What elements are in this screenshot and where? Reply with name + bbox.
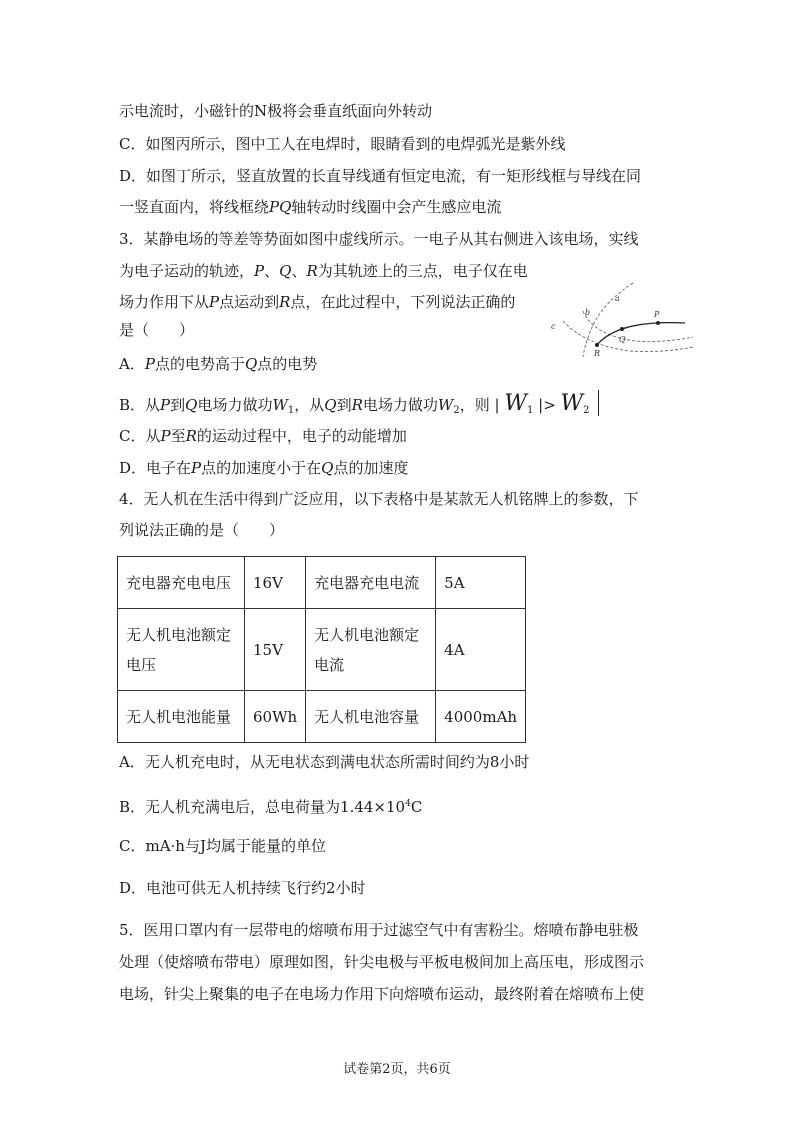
text-segment: 为电子运动的轨迹， xyxy=(119,262,255,280)
text-segment: 场力作用下从 xyxy=(119,293,210,311)
table-cell: 充电器充电电流 xyxy=(306,557,436,609)
text-segment: 点的加速度小于在 xyxy=(201,459,322,477)
option-d-prev: D．如图丁所示，竖直放置的长直导线通有恒定电流，有一矩形线框与导线在同 xyxy=(119,167,642,185)
text-segment: 点的加速度 xyxy=(333,459,409,477)
text-segment: C．从 xyxy=(119,427,161,445)
table-cell: 5A xyxy=(436,557,526,609)
table-row xyxy=(118,557,526,609)
table-row xyxy=(118,609,526,691)
point-p: P xyxy=(191,459,202,477)
q5-stem-line2: 处理（使熔喷布带电）原理如图，针尖电极与平板电极间加上高压电，形成图示 xyxy=(119,953,645,971)
q4-option-b xyxy=(119,794,422,817)
equipotential-figure xyxy=(545,281,695,359)
table-cell: 15V xyxy=(245,609,306,691)
table-cell: 4000mAh xyxy=(436,691,526,743)
table-cell: 无人机电池额定电流 xyxy=(306,609,436,691)
q3-option-a xyxy=(119,354,317,374)
q3-option-b xyxy=(119,390,603,421)
axis-label: PQ xyxy=(269,198,292,216)
w2-symbol: W xyxy=(560,391,584,416)
w-symbol: W xyxy=(437,396,454,414)
greater-than: |> xyxy=(538,396,556,414)
table-cell: 16V xyxy=(245,557,306,609)
dot-p xyxy=(656,321,660,325)
q4-option-a: A．无人机充电时，从无电状态到满电状态所需时间约为8小时 xyxy=(119,753,530,771)
equipotential-line-a xyxy=(583,283,633,357)
q3-stem-line4: 是（ ） xyxy=(119,321,195,339)
point-p: P xyxy=(160,396,171,414)
q3-option-c xyxy=(119,426,407,446)
table-cell: 4A xyxy=(436,609,526,691)
subscript: 1 xyxy=(287,405,295,416)
equipotential-line-b xyxy=(583,311,693,342)
q5-stem-line1: 5．医用口罩内有一层带电的熔喷布用于过滤空气中有害粉尘。熔喷布静电驻极 xyxy=(119,921,639,939)
text-segment: D．电子在 xyxy=(119,459,192,477)
option-c-prev: C．如图丙所示，图中工人在电焊时，眼睛看到的电焊弧光是紫外线 xyxy=(119,135,566,153)
point-p: P xyxy=(144,355,155,373)
text-segment: 到 xyxy=(170,396,186,414)
q3-stem-line3 xyxy=(119,292,515,312)
label-b: b xyxy=(585,308,591,317)
exponent: 4 xyxy=(405,799,411,809)
label-r: R xyxy=(594,349,601,358)
q3-stem-line2 xyxy=(119,261,528,281)
text-segment: 到 xyxy=(336,396,352,414)
table-cell: 充电器充电电压 xyxy=(118,557,245,609)
text-segment: A． xyxy=(119,355,145,373)
q4-stem-line2: 列说法正确的是（ ） xyxy=(119,521,285,539)
w-symbol: W xyxy=(272,396,288,414)
electron-trajectory xyxy=(597,323,685,345)
table-cell: 无人机电池能量 xyxy=(118,691,245,743)
separator: 、 xyxy=(291,262,307,280)
text-segment: 为其轨迹上的三点，电子仅在电 xyxy=(317,262,528,280)
label-q: Q xyxy=(619,335,626,344)
q3-option-d xyxy=(119,458,408,478)
point-p: P xyxy=(254,262,265,280)
q3-stem-line1: 3．某静电场的等差等势面如图中虚线所示。一电子从其右侧进入该电场，实线 xyxy=(119,230,639,248)
point-q: Q xyxy=(324,396,337,414)
text-segment: ，从 xyxy=(294,396,325,414)
dot-q xyxy=(620,327,624,331)
option-d-prev-cont xyxy=(119,197,501,217)
point-r: R xyxy=(279,293,291,311)
text-segment: 轴转动时线圈中会产生感应电流 xyxy=(291,198,502,216)
text-segment: 至 xyxy=(170,427,186,445)
unit: C xyxy=(410,798,423,816)
point-q: Q xyxy=(244,355,258,373)
point-q: Q xyxy=(185,396,198,414)
point-r: R xyxy=(306,262,318,280)
text-line: 示电流时，小磁针的N极将会垂直纸面向外转动 xyxy=(119,102,433,120)
text-segment: ，则 xyxy=(459,396,490,414)
page-footer: 试卷第2页，共6页 xyxy=(343,1062,451,1077)
point-q: Q xyxy=(321,459,334,477)
table-row xyxy=(118,691,526,743)
table-cell: 60Wh xyxy=(245,691,306,743)
abs-bar xyxy=(598,390,599,416)
subscript: 2 xyxy=(453,405,460,416)
point-r: R xyxy=(351,396,363,414)
abs-bar: | xyxy=(494,396,500,414)
table-cell: 无人机电池容量 xyxy=(306,691,436,743)
text-segment: B．从 xyxy=(119,396,161,414)
point-p: P xyxy=(209,293,220,311)
subscript: 2 xyxy=(583,405,590,416)
text-segment: 点的电势 xyxy=(257,355,318,373)
text-segment: 点运动到 xyxy=(219,293,280,311)
label-c: c xyxy=(551,322,556,331)
dot-r xyxy=(595,343,599,347)
label-a: a xyxy=(615,294,620,303)
table-cell: 无人机电池额定电压 xyxy=(118,609,245,691)
equipotential-line-c xyxy=(563,321,693,352)
label-p: P xyxy=(654,310,660,319)
q4-option-d: D．电池可供无人机持续飞行约2小时 xyxy=(119,879,366,897)
text-segment: 点的电势高于 xyxy=(154,355,245,373)
point-r: R xyxy=(185,427,197,445)
q4-stem-line1: 4．无人机在生活中得到广泛应用，以下表格中是某款无人机铭牌上的参数，下 xyxy=(119,490,639,508)
parameter-table xyxy=(117,556,526,743)
text-segment: 点，在此过程中，下列说法正确的 xyxy=(290,293,516,311)
point-p: P xyxy=(160,427,171,445)
text-segment: B．无人机充满电后，总电荷量为1.44×10 xyxy=(119,798,406,816)
w1-symbol: W xyxy=(504,391,527,416)
text-segment: 的运动过程中，电子的动能增加 xyxy=(196,427,407,445)
text-segment: 一竖直面内，将线框绕 xyxy=(119,198,270,216)
subscript: 1 xyxy=(526,405,534,416)
text-segment: 电场力做功 xyxy=(197,396,273,414)
text-segment: 电场力做功 xyxy=(362,396,438,414)
point-q: Q xyxy=(279,262,292,280)
separator: 、 xyxy=(264,262,280,280)
q4-option-c: C．mA·h与J均属于能量的单位 xyxy=(119,837,326,855)
q5-stem-line3: 电场，针尖上聚集的电子在电场力作用下向熔喷布运动，最终附着在熔喷布上使 xyxy=(119,985,645,1003)
